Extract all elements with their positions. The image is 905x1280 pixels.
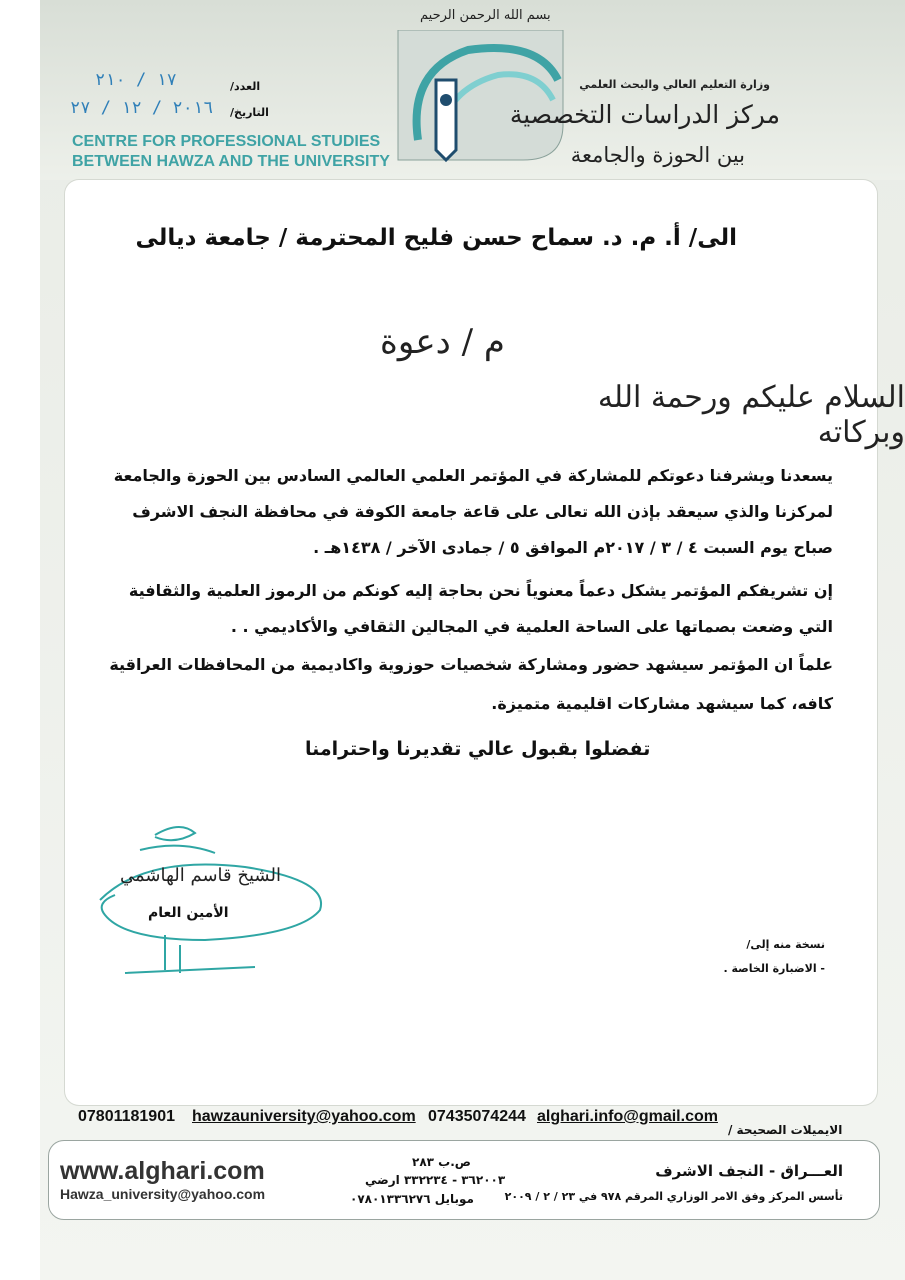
signatory-title: الأمين العام <box>148 905 229 921</box>
emails-label: الايميلات الصحيحة / <box>728 1123 843 1137</box>
basmala-calligraphy: بسم الله الرحمن الرحيم <box>420 8 551 23</box>
centre-emblem-icon <box>388 30 573 165</box>
ministry-name: وزارة التعليم العالي والبحث العلمي <box>579 78 770 91</box>
city-address: العـــراق - النجف الاشرف <box>655 1162 843 1180</box>
centre-name-english-line1: CENTRE FOR PROFESSIONAL STUDIES <box>72 133 381 150</box>
website[interactable]: www.alghari.com <box>60 1157 265 1185</box>
copy-to-label: نسخة منه إلى/ <box>746 938 825 951</box>
date-label: التاريخ/ <box>230 106 269 119</box>
body-line: علماً ان المؤتمر سيشهد حضور ومشاركة شخصيات حوزوية واكاديمية من المحافظات العراقية <box>109 655 833 674</box>
body-line: صباح يوم السبت ٤ / ٣ / ٢٠١٧م الموافق ٥ / جمادى الآخر / ١٤٣٨هـ . <box>313 538 833 557</box>
body-line: يسعدنا ويشرفنا دعوتكم للمشاركة في المؤتمر العلمي العالمي السادس بين الحوزة والجامعة <box>113 466 833 485</box>
email-2[interactable]: alghari.info@gmail.com <box>537 1108 718 1125</box>
greeting: السلام عليكم ورحمة الله وبركاته <box>597 380 905 450</box>
email-1[interactable]: hawzauniversity@yahoo.com <box>192 1108 416 1125</box>
mobile: موبايل ٠٧٨٠١٣٣٦٢٧٦ <box>350 1192 474 1206</box>
founding-note: تأسس المركز وفق الامر الوزاري المرقم ٩٧٨ في ٢٣ / ٢ / ٢٠٠٩ <box>504 1190 843 1203</box>
centre-name-arabic-sub: بين الحوزة والجامعة <box>570 143 745 167</box>
addressee: الى/ أ. م. د. سماح حسن فليح المحترمة / جامعة ديالى <box>135 225 737 251</box>
po-box: ص.ب ٢٨٣ <box>412 1155 471 1169</box>
centre-name-english <box>72 132 390 172</box>
body-line: كافه، كما سيشهد مشاركات اقليمية متميزة. <box>491 694 833 713</box>
body-line: لمركزنا والذي سيعقد بإذن الله تعالى على قاعة جامعة الكوفة في محافظة النجف الاشرف <box>132 502 833 521</box>
phone-1: 07801181901 <box>78 1108 175 1125</box>
signature-flourish-icon <box>85 815 330 980</box>
centre-name-english-line2: BETWEEN HAWZA AND THE UNIVERSITY <box>72 153 390 170</box>
copy-to-item: - الاضبارة الخاصة . <box>723 962 825 975</box>
phone-2: 07435074244 <box>428 1108 526 1125</box>
body-line: إن تشريفكم المؤتمر يشكل دعماً معنوياً نحن بحاجة إليه كونكم من الرموز العلمية والثقافية <box>128 581 833 600</box>
signatory-name: الشيخ قاسم الهاشمي <box>120 865 281 886</box>
number-value: ١٧ / ٢١٠ <box>95 70 177 90</box>
closing-line: تفضلوا بقبول عالي تقديرنا واحترامنا <box>305 738 651 760</box>
centre-name-arabic: مركز الدراسات التخصصية <box>509 100 780 129</box>
landline: ٣٦٢٠٠٣ - ٣٣٢٢٣٤ ارضي <box>365 1173 506 1187</box>
subject: م / دعوة <box>380 322 505 362</box>
website-email[interactable]: Hawza_university@yahoo.com <box>60 1186 266 1202</box>
date-value: ٢٠١٦ / ١٢ / ٢٧ <box>70 98 214 118</box>
number-label: العدد/ <box>230 80 261 93</box>
body-line: التي وضعت بصماتها على الساحة العلمية في المجالين الثقافي والأكاديمي . . <box>230 617 833 636</box>
